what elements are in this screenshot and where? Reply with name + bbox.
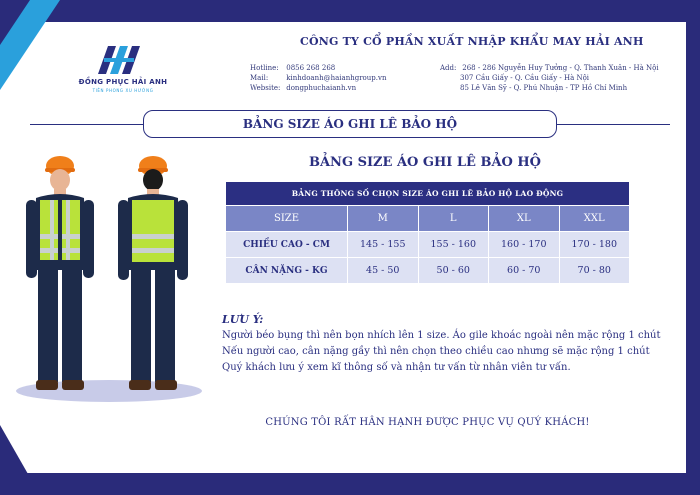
website-label: Website: (250, 84, 281, 92)
header-size-label: SIZE (226, 206, 348, 232)
address-row-1 (440, 63, 659, 73)
corner-accent-navy (0, 0, 30, 45)
hotline-label: Hotline: (250, 64, 279, 72)
frame-right-bar (686, 0, 700, 495)
table-caption: BẢNG THÔNG SỐ CHỌN SIZE ÁO GHI LÊ BẢO HỘ LAO ĐỘNG (226, 182, 630, 206)
note-line-1: Người béo bụng thì nên bọn nhích lên 1 size. Áo gile khoác ngoài nên mặc rộng 1 chút (222, 330, 661, 341)
logo-tagline: TIÊN PHONG XU HƯỚNG (92, 88, 154, 93)
notes-title: LƯU Ý: (222, 313, 264, 326)
page-title-banner: BẢNG SIZE ÁO GHI LÊ BẢO HỘ (143, 110, 557, 138)
hotline-row (250, 63, 386, 73)
workers-illustration (8, 150, 208, 410)
address-1: 268 - 286 Nguyễn Huy Tưởng - Q. Thanh Xuân - Hà Nội (462, 64, 659, 72)
header-size-xxl: XXL (559, 206, 630, 232)
size-table (225, 181, 630, 284)
thank-you-message: CHÚNG TÔI RẤT HÂN HẠNH ĐƯỢC PHỤC VỤ QUÝ KHÁCH! (265, 417, 590, 428)
contact-block (250, 63, 386, 93)
note-line-3: Quý khách lưu ý xem kĩ thông số và nhận tư vấn từ nhân viên tư vấn. (222, 362, 571, 373)
mail-row (250, 73, 386, 83)
frame-bottom-bar (0, 473, 700, 495)
table-cell: 45 - 50 (348, 258, 419, 284)
logo-name: ĐỒNG PHỤC HẢI ANH (78, 78, 168, 86)
mail-value[interactable]: kinhdoanh@haianhgroup.vn (286, 74, 387, 82)
table-cell: 170 - 180 (559, 232, 630, 258)
size-table-title: BẢNG SIZE ÁO GHI LÊ BẢO HỘ (308, 155, 541, 170)
mail-label: Mail: (250, 74, 269, 82)
note-line-2: Nếu người cao, cân nặng gầy thì nên chọn theo chiều cao nhưng sẽ mặc rộng 1 chút (222, 346, 650, 357)
table-caption-row (226, 182, 630, 206)
table-row (226, 258, 630, 284)
header-size-l: L (418, 206, 489, 232)
table-cell: 155 - 160 (418, 232, 489, 258)
table-cell: 50 - 60 (418, 258, 489, 284)
table-cell: 145 - 155 (348, 232, 419, 258)
row-label-height: CHIỀU CAO - CM (226, 232, 348, 258)
header-size-xl: XL (489, 206, 560, 232)
address-label: Add: (440, 64, 457, 72)
address-block (440, 63, 659, 93)
header-size-m: M (348, 206, 419, 232)
frame-top-bar (0, 0, 700, 22)
website-row (250, 83, 386, 93)
table-row (226, 232, 630, 258)
table-cell: 160 - 170 (489, 232, 560, 258)
company-name: CÔNG TY CỔ PHẦN XUẤT NHẬP KHẨU MAY HẢI ANH (300, 35, 644, 48)
table-cell: 60 - 70 (489, 258, 560, 284)
table-cell: 70 - 80 (559, 258, 630, 284)
address-2: 307 Cầu Giấy - Q. Cầu Giấy - Hà Nội (460, 74, 590, 82)
corner-accent-bottom (0, 425, 40, 495)
table-header-row (226, 206, 630, 232)
logo-mark-icon (96, 44, 144, 76)
workers-figure-icon (8, 150, 208, 410)
website-value[interactable]: dongphuchaianh.vn (286, 84, 357, 92)
address-3: 85 Lê Văn Sỹ - Q. Phú Nhuận - TP Hồ Chí Minh (460, 84, 628, 92)
company-logo (78, 44, 168, 96)
row-label-weight: CÂN NẶNG - KG (226, 258, 348, 284)
hotline-value[interactable]: 0856 268 268 (286, 64, 336, 72)
